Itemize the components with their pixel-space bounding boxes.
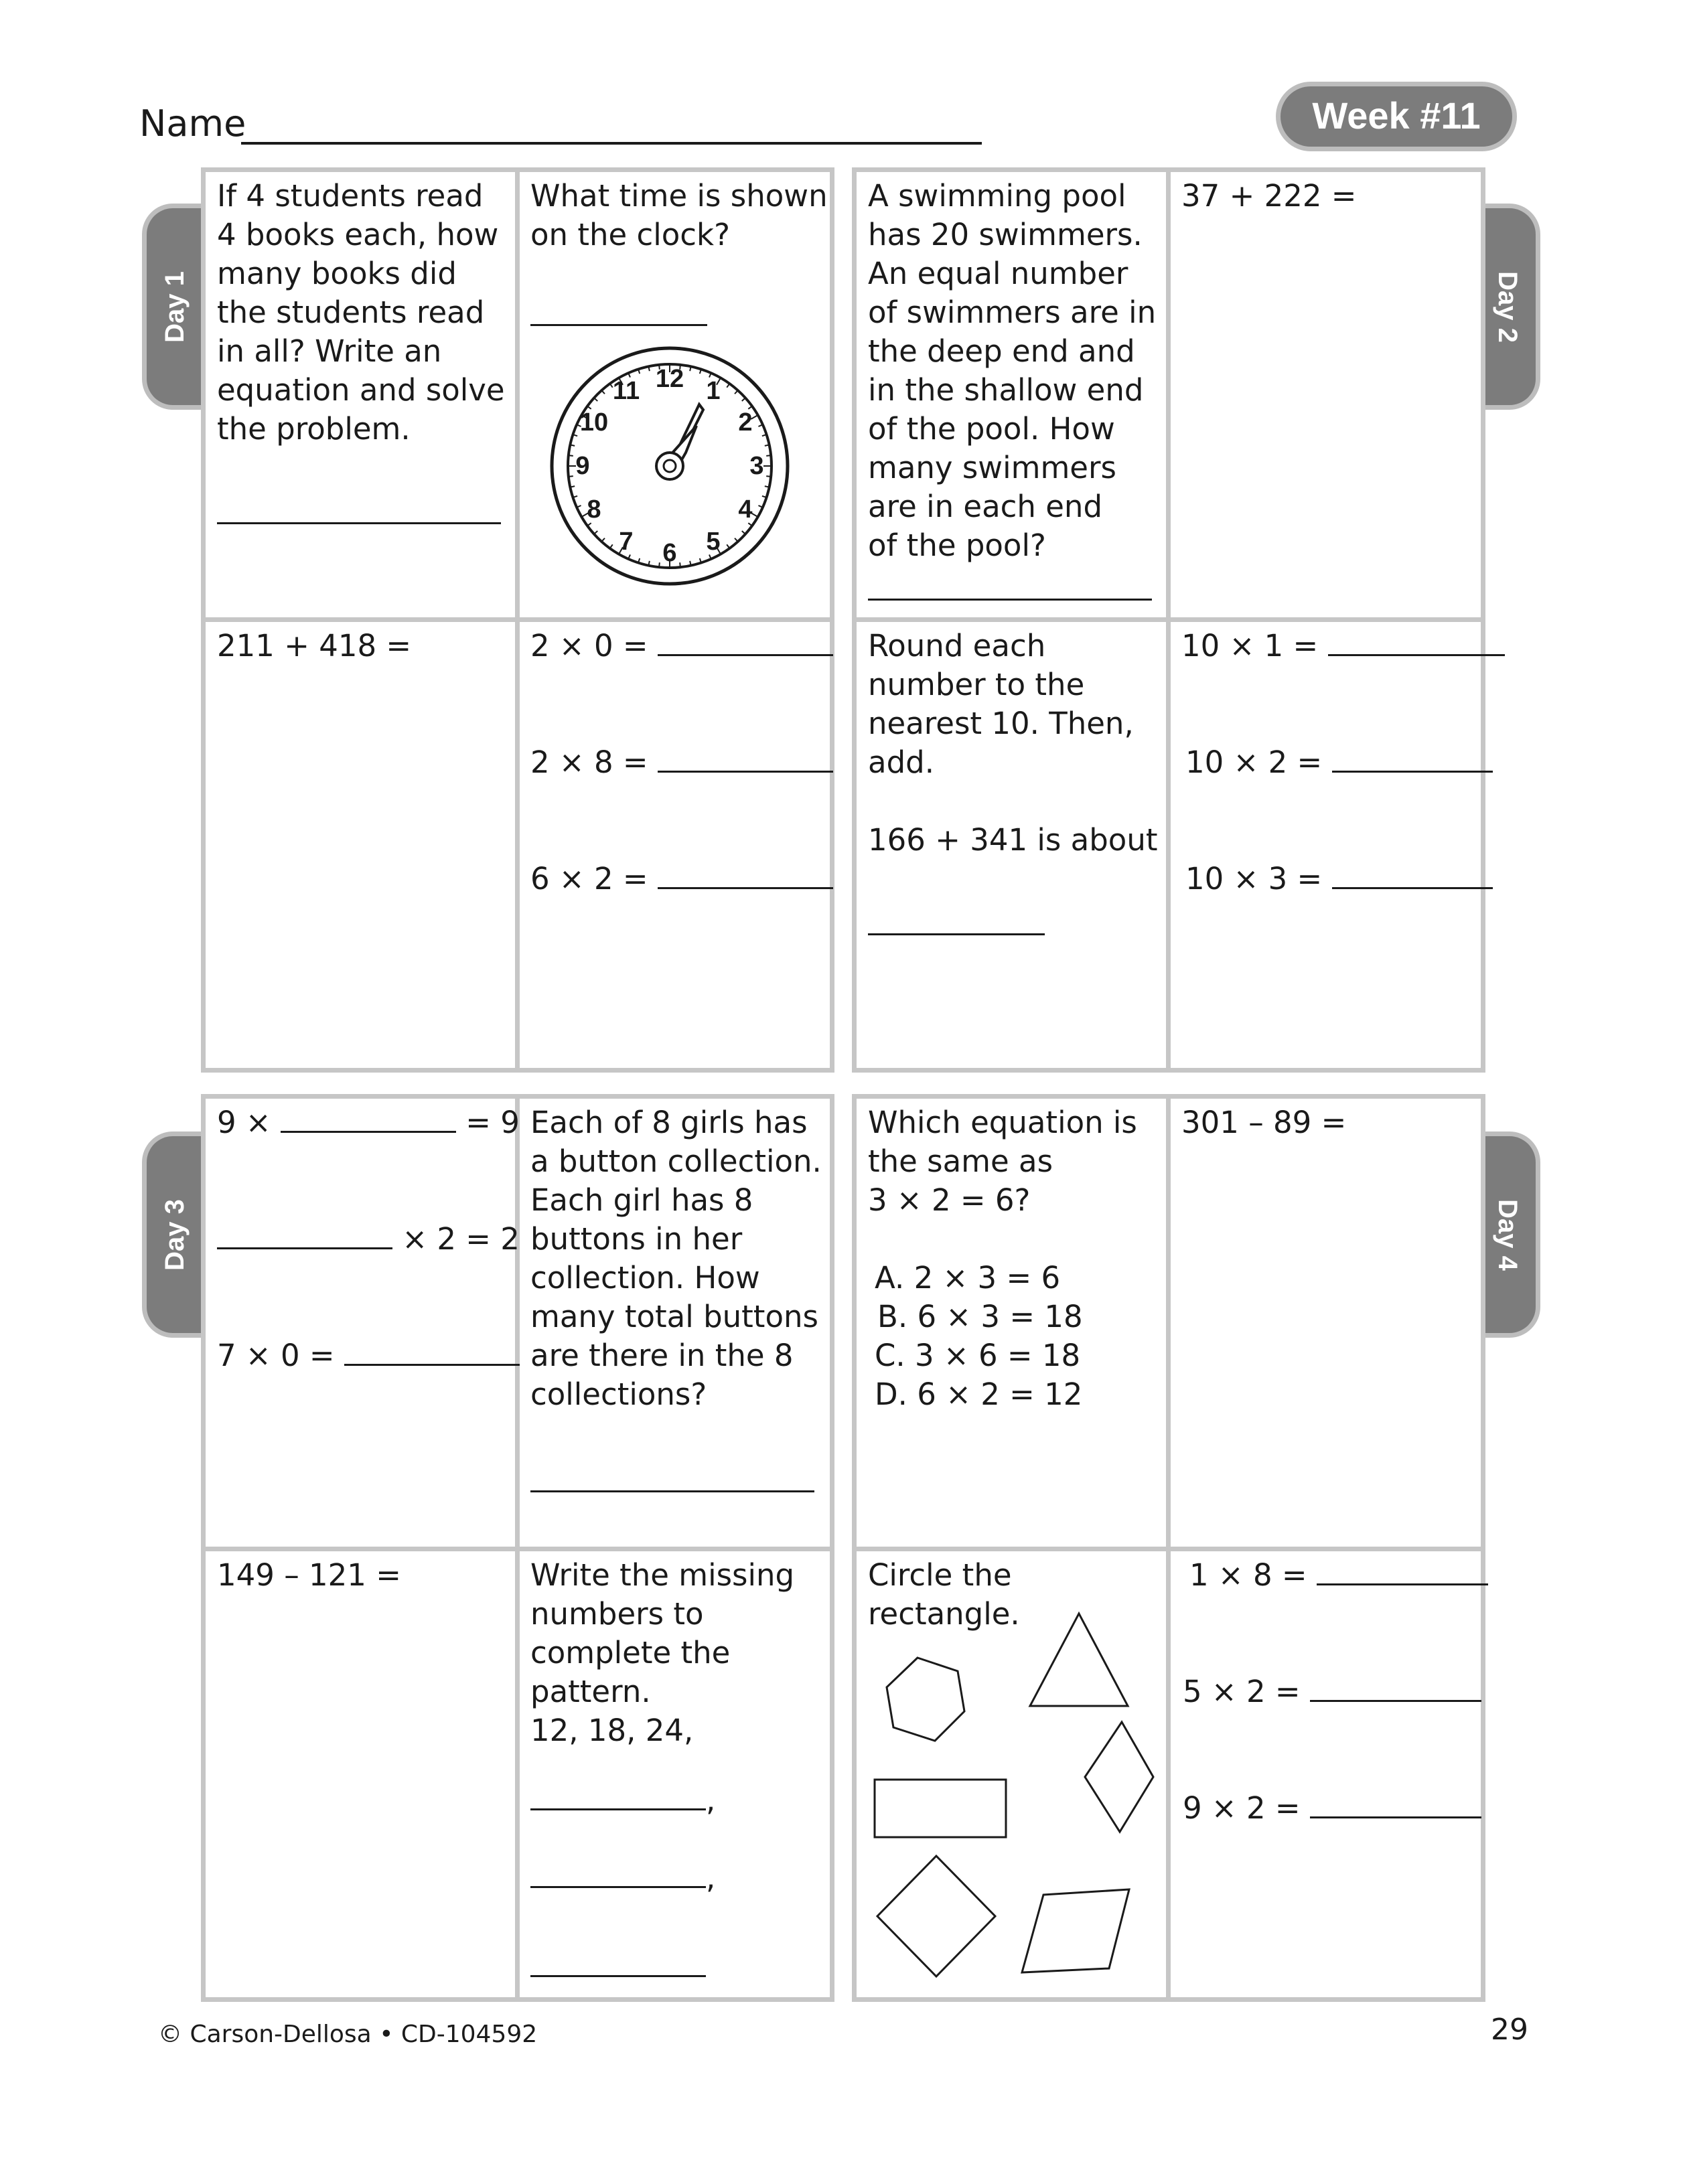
day-3-question-4: Write the missing numbers to complete the pattern. 12, 18, 24, [530, 1557, 795, 1748]
day-3-question-2: Each of 8 girls has a button collection. Each girl has 8 buttons in her collection. How many total buttons are there in the 8 collections? [530, 1105, 822, 1412]
day-3-tab: Day 3 [142, 1132, 204, 1338]
day-4-option-b[interactable]: B. 6 × 3 = 18 [877, 1299, 1083, 1334]
clock-num-2: 2 [738, 408, 753, 437]
clock-center-pin [664, 460, 676, 472]
day-2-equation-2-blank[interactable] [1332, 771, 1493, 773]
day-1-equation-2: 2 × 8 = [530, 743, 833, 782]
name-input-line[interactable] [241, 142, 982, 145]
day-3-pattern-blank-1: , [530, 1781, 715, 1820]
clock-tick [766, 455, 771, 456]
day-4-divider-h [852, 1547, 1485, 1551]
clock-tick [648, 366, 649, 371]
day-2-equation-1-blank[interactable] [1328, 654, 1505, 656]
day-1-equation-1-blank[interactable] [658, 654, 833, 656]
day-2-answer-1-line[interactable] [868, 599, 1152, 601]
day-2-answer-3-line[interactable] [868, 933, 1045, 935]
footer-copyright: © Carson-Dellosa • CD-104592 [158, 2021, 538, 2048]
rectangle-shape[interactable] [875, 1780, 1006, 1837]
day-4-equation-2: 5 × 2 = [1183, 1672, 1481, 1711]
clock-tick [569, 455, 573, 456]
day-3-pattern-answer-2[interactable] [530, 1886, 706, 1888]
day-1-tab: Day 1 [142, 204, 204, 410]
clock-tick [766, 476, 771, 477]
day-2-question-3: Round each number to the nearest 10. Then, add. [868, 628, 1134, 780]
name-label: Name [139, 102, 246, 145]
page-number: 29 [1491, 2013, 1528, 2047]
day-3-pattern-blank-2: , [530, 1859, 715, 1897]
analog-clock [548, 344, 792, 588]
day-1-answer-2-line[interactable] [530, 324, 707, 326]
clock-num-8: 8 [587, 495, 601, 524]
clock-num-6: 6 [662, 539, 677, 567]
day-1-answer-1-line[interactable] [217, 522, 501, 524]
parallelogram-shape[interactable] [1022, 1889, 1129, 1972]
day-2-equation-2: 10 × 2 = [1185, 743, 1493, 782]
day-2-question-2: 37 + 222 = [1181, 178, 1357, 214]
day-3-equation-1-blank[interactable] [281, 1131, 456, 1133]
day-3-question-3: 149 – 121 = [217, 1557, 401, 1593]
day-4-option-d[interactable]: D. 6 × 2 = 12 [875, 1377, 1083, 1412]
day-2-question-1: A swimming pool has 20 swimmers. An equal number of swimmers are in the deep end and in the shallow end of the pool. How many swimmers are in each end of the pool? [868, 178, 1157, 563]
clock-num-9: 9 [575, 452, 590, 480]
diamond-shape[interactable] [1085, 1722, 1153, 1832]
day-3-equation-3-blank[interactable] [344, 1364, 520, 1366]
clock-num-4: 4 [738, 495, 753, 524]
day-3-divider-h [201, 1547, 834, 1551]
day-4-equation-3-blank[interactable] [1310, 1816, 1481, 1818]
clock-num-3: 3 [749, 452, 764, 480]
day-3-equation-2: × 2 = 2 [217, 1220, 520, 1259]
week-badge: Week #11 [1276, 82, 1517, 151]
day-1-equation-3: 6 × 2 = [530, 860, 833, 899]
clock-tick [569, 476, 573, 477]
day-4-equation-1: 1 × 8 = [1189, 1556, 1488, 1595]
day-1-question-3: 211 + 418 = [217, 628, 412, 664]
day-4-option-a[interactable]: A. 2 × 3 = 6 [875, 1260, 1061, 1296]
day-2-equation-3-blank[interactable] [1332, 887, 1493, 889]
day-2-equation-3: 10 × 3 = [1185, 860, 1493, 899]
clock-num-7: 7 [619, 528, 634, 556]
hexagon-shape[interactable] [887, 1658, 964, 1741]
triangle-shape[interactable] [1030, 1614, 1128, 1706]
day-3-equation-3: 7 × 0 = [217, 1336, 520, 1375]
day-4-question-1: Which equation is the same as 3 × 2 = 6? [868, 1105, 1137, 1218]
day-3-pattern-answer-3[interactable] [530, 1975, 706, 1977]
day-1-question-1: If 4 students read 4 books each, how many books did the students read in all? Write an equation and solve the problem. [217, 178, 505, 447]
day-2-tab: Day 2 [1479, 204, 1540, 410]
day-2-question-3-sum: 166 + 341 is about [868, 822, 1158, 858]
clock-num-1: 1 [706, 377, 721, 405]
day-4-equation-3: 9 × 2 = [1183, 1789, 1481, 1828]
day-3-pattern-answer-1[interactable] [530, 1808, 706, 1810]
clock-tick [648, 561, 649, 566]
shapes-group [861, 1607, 1163, 1995]
day-3-answer-2-line[interactable] [530, 1490, 814, 1492]
clock-num-10: 10 [579, 408, 609, 437]
day-1-question-2: What time is shown on the clock? [530, 178, 828, 252]
day-1-equation-1: 2 × 0 = [530, 627, 833, 666]
clock-num-5: 5 [706, 528, 721, 556]
day-4-question-2: 301 – 89 = [1181, 1105, 1347, 1140]
day-1-equation-3-blank[interactable] [658, 887, 833, 889]
clock-tick [765, 486, 770, 487]
day-4-question-3: Circle the rectangle. [868, 1557, 1020, 1632]
day-1-equation-2-blank[interactable] [658, 771, 833, 773]
day-4-equation-1-blank[interactable] [1317, 1583, 1488, 1585]
clock-tick [570, 486, 575, 487]
day-4-option-c[interactable]: C. 3 × 6 = 18 [875, 1338, 1081, 1373]
day-2-divider-h [852, 617, 1485, 622]
day-4-tab: Day 4 [1479, 1132, 1540, 1338]
day-1-divider-h [201, 617, 834, 622]
clock-tick [659, 562, 660, 567]
clock-num-11: 11 [612, 377, 640, 405]
day-3-equation-2-blank[interactable] [217, 1247, 392, 1249]
day-3-equation-1: 9 × = 9 [217, 1105, 520, 1140]
day-4-equation-2-blank[interactable] [1310, 1700, 1481, 1702]
clock-num-12: 12 [655, 365, 684, 393]
square-rotated-shape[interactable] [877, 1856, 995, 1976]
day-2-equation-1: 10 × 1 = [1181, 627, 1505, 666]
